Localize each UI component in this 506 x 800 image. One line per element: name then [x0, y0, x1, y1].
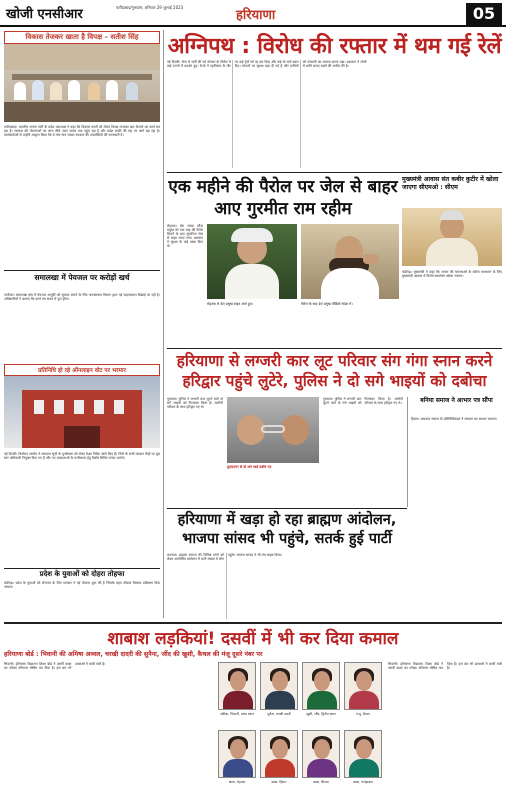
office-story	[4, 364, 160, 564]
loot-side-headline: बनिया समाज ने आभार पत्र सौंपा	[420, 397, 493, 404]
student-caption: अमिषा, भिवानी, प्रथम स्थान	[220, 712, 254, 716]
student-caption: सुनैना, चरखी दादरी	[267, 712, 291, 716]
student-photo	[302, 662, 340, 710]
lead-body: नई दिल्ली। सेना में भर्ती की नई योजना के विरोध में कई राज्यों में प्रदर्शन हुए। रेलवे ने एहतियात के तौर पर कई ट्रेनों को रद्द कर दिया और कई के मार्ग बदल दिए। स्टेशनों पर सुरक्षा बढ़ा दी गई है और यात्रियों को परेशानी का सामना करना पड़ा। प्रशासन ने लोगों से शांति बनाए रखने की अपील की है।	[167, 60, 367, 69]
student-photo	[260, 662, 298, 710]
sub-story-headline: समालखा में पेयजल पर करोड़ों खर्च	[34, 273, 130, 282]
ram-photo-left	[207, 224, 297, 299]
ram-photo-right	[301, 224, 399, 299]
lead-story	[167, 30, 502, 170]
ram-story	[167, 176, 399, 346]
student-caption: छात्रा, हिसार	[271, 780, 287, 784]
girls-subhead: हरियाणा बोर्ड : भिवानी की अमिषा अव्वल, चरखी दादरी की सुनैना, जींद की खुशी, कैथल की मंजू दूसरे नंबर पर	[4, 651, 263, 658]
cm-headline: मुख्यमंत्री आवास संत कबीर कुटीर में खोला जाएगा सीएमओ : सीएम	[402, 176, 499, 191]
ram-caption-left: रोहतक से डेरा प्रमुख बाहर आते हुए।	[207, 302, 253, 306]
girls-body: भिवानी। हरियाणा विद्यालय शिक्षा बोर्ड ने दसवीं कक्षा का परीक्षा परिणाम घोषित कर दिया है। इस बार भी छात्राओं ने बाजी मारी है।	[4, 662, 106, 671]
student-photo	[344, 730, 382, 778]
cm-photo	[402, 208, 502, 266]
youth-story	[4, 568, 160, 620]
page-header	[0, 0, 506, 27]
student-caption: छात्रा, रोहतक	[228, 780, 246, 784]
student-photo	[218, 730, 256, 778]
loot-side-body: हिसार। अग्रवाल समाज के प्रतिनिधिमंडल ने सरकार का आभार जताया।	[411, 417, 498, 421]
student-caption: छात्रा, फतेहाबाद	[353, 780, 373, 784]
ram-body: रोहतक। डेरा सच्चा सौदा प्रमुख को एक माह की पैरोल मिलने के बाद सुनारिया जेल से बाहर लाया गया। प्रशासन ने सुरक्षा के कड़े प्रबंध किए थे।	[167, 224, 203, 249]
masthead-logo: खोजी एनसीआर	[6, 7, 83, 22]
girls-story	[4, 626, 502, 798]
left-story-headline: विकास तेजकर खाता है विपक्ष – सतीश सिंह	[4, 31, 160, 44]
loot-story	[167, 351, 502, 471]
student-photo	[344, 662, 382, 710]
lead-headline: अग्निपथ : विरोध की रफ्तार में थम गई रेलें	[167, 34, 502, 59]
youth-story-headline: प्रदेश के युवाओं को दोहरा तोहफा	[39, 570, 125, 578]
student-caption: मंजू, कैथल	[356, 712, 370, 716]
student-caption: खुशी, जींद, द्वितीय स्थान	[306, 712, 336, 716]
student-photo	[260, 730, 298, 778]
student-photo	[302, 730, 340, 778]
cm-body: चंडीगढ़। मुख्यमंत्री ने कहा कि जनता की समस्याओं के त्वरित समाधान के लिए मुख्यमंत्री आवास में विशेष कार्यालय खोला जाएगा।	[402, 270, 502, 279]
meeting-photo	[4, 44, 160, 122]
sub-story-body: पानीपत। समालखा क्षेत्र में पेयजल आपूर्ति को सुचारू बनाने के लिए जनस्वास्थ्य विभाग द्वारा नई पाइपलाइन बिछाई जा रही है। अधिकारियों ने बताया कि कार्य तय समय में पूरा होगा।	[4, 293, 160, 302]
loot-body: गुरुग्राम। पुलिस ने लग्जरी कार लूटने वाले दो सगे भाइयों को गिरफ्तार किया है। आरोपी परिवार के साथ हरिद्वार गए थे।	[167, 397, 223, 410]
building-photo	[4, 376, 160, 448]
brahmin-story	[167, 511, 407, 621]
student-photo	[218, 662, 256, 710]
cm-box	[402, 176, 502, 346]
youth-story-body: चंडीगढ़। प्रदेश के युवाओं को रोजगार के लिए सरकार ने नई योजना शुरू की है जिसके तहत कौशल विकास प्रशिक्षण दिया जाएगा।	[4, 581, 160, 590]
ram-caption-right: पैरोल के बाद डेरा प्रमुख वीडियो संदेश में।	[301, 302, 353, 306]
brahmin-headline: हरियाणा में खड़ा हो रहा ब्राह्मण आंदोलन, भाजपा सांसद भी पहुंचे, सतर्क हुई पार्टी	[177, 512, 397, 547]
page-number: 05	[466, 3, 502, 25]
left-story	[4, 31, 160, 361]
dateline: फरीदाबाद/गुरुग्राम, शनिवार 29 जुलाई 2023	[116, 5, 184, 10]
handcuff-photo	[227, 397, 319, 463]
girls-headline: शाबाश लड़कियां! दसवीं में भी कर दिया कमाल	[107, 629, 399, 649]
loot-body-2: गुरुग्राम। पुलिस ने लग्जरी कार लूटने वाले दो सगे भाइयों को गिरफ्तार किया है। आरोपी परिवार के साथ हरिद्वार गए थे।	[323, 397, 403, 406]
brahmin-body: करनाल। ब्राह्मण समाज की विभिन्न मांगों को लेकर आयोजित सम्मेलन में भारी संख्या में लोग पहुंचे। भाजपा सांसद ने भी मंच साझा किया।	[167, 553, 283, 562]
loot-inset: मुरादनगर से दो सगे भाई दबोचे गए	[227, 465, 272, 469]
loot-headline: हरियाणा से लग्जरी कार लूट परिवार संग गंगा स्नान करने हरिद्वार पहुंचे लुटेरे, पुलिस ने दो सगे भाइयों को दबोचा	[176, 352, 493, 390]
section-title: हरियाणा	[236, 8, 276, 23]
ram-headline: एक महीने की पैरोल पर जेल से बाहर आए गुरमीत राम रहीम	[168, 177, 398, 219]
office-story-body: नई दिल्ली। निर्वाचन आयोग ने मतदाता सूची के पुनरीक्षण को लेकर दिशा निर्देश जारी किए हैं। जिले के सभी मतदान केंद्रों पर बूथ स्तर अधिकारी नियुक्त किए गए हैं और नए मतदाताओं के पंजीकरण हेतु विशेष शिविर लगाए जाएंगे।	[4, 452, 160, 461]
office-story-headline: प्रतिनिधि हो रहे ऑनलाइन वोट पर भरमार	[4, 364, 160, 376]
left-story-body: फरीदाबाद। भारतीय जनता पार्टी के प्रदेश उपाध्यक्ष ने कहा कि विकास कार्यों को लेकर विपक्ष लगातार भ्रम फैलाने का कार्य कर रहा है। सरकार की योजनाओं का लाभ सीधे आम जनता तक पहुंच रहा है और प्रदेश प्रगति की राह पर आगे बढ़ रहा है। कार्यकर्ताओं से उन्होंने आह्वान किया कि वे गांव-गांव जाकर सरकार की उपलब्धियों की जानकारी दें।	[4, 125, 160, 138]
girls-body-right: भिवानी। हरियाणा विद्यालय शिक्षा बोर्ड ने दसवीं कक्षा का परीक्षा परिणाम घोषित कर दिया है। इस बार भी छात्राओं ने बाजी मारी है।	[388, 662, 502, 671]
student-caption: छात्रा, सिरसा	[313, 780, 329, 784]
